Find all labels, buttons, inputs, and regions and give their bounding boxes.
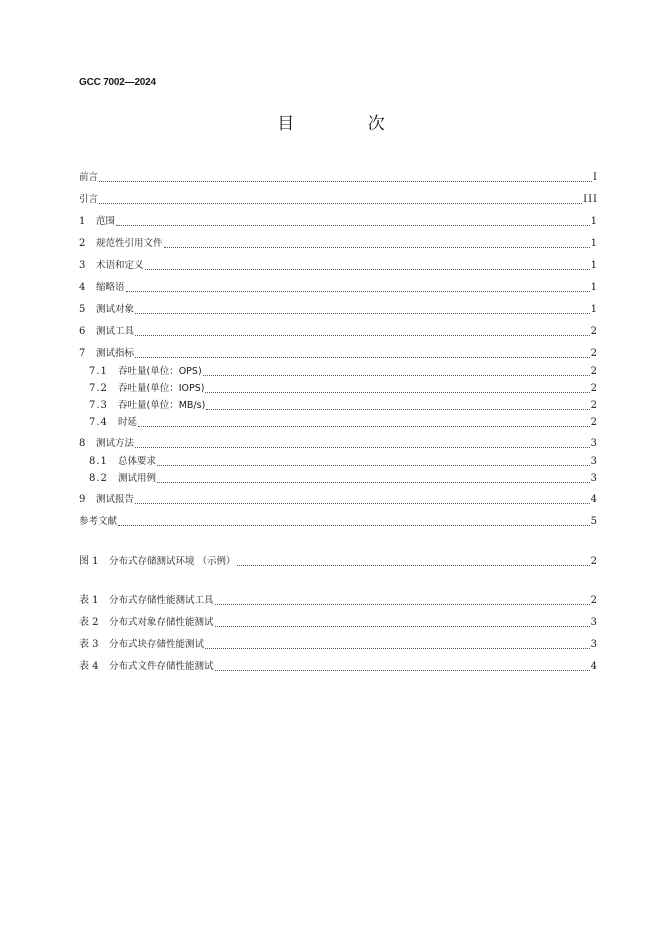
toc-entry-page: 3: [590, 639, 598, 650]
dot-leader: [215, 603, 590, 605]
toc-entry-number: 图 1: [79, 556, 99, 567]
toc-entry-page: 2: [590, 366, 598, 377]
toc-entry-label: 术语和定义: [96, 260, 144, 271]
toc-entry-label: 分布式块存储性能测试: [109, 639, 205, 650]
dot-leader: [164, 246, 590, 248]
toc-entry-label: 参考文献: [79, 516, 118, 527]
toc-entry-page: 4: [590, 494, 598, 505]
toc-entry-label: 测试指标: [96, 348, 135, 359]
dot-leader: [135, 356, 590, 358]
dot-leader: [138, 425, 590, 427]
toc-entry-number: 8.2: [89, 473, 108, 484]
toc-entry-label: 吞吐量(单位：IOPS): [118, 383, 205, 394]
toc-entry-page: 2: [590, 417, 598, 428]
toc-entry-number: 7: [79, 348, 86, 359]
toc-entry-number: 5: [79, 304, 86, 315]
toc-entry-label: 测试方法: [96, 438, 135, 449]
toc-entry-label: 吞吐量(单位：OPS): [118, 366, 202, 377]
dot-leader: [157, 464, 590, 466]
toc-entry-label: 前言: [79, 172, 99, 183]
toc-entry-label: 时延: [118, 417, 138, 428]
toc-entry-test-cases[interactable]: [89, 472, 598, 486]
toc-entry-label: 吞吐量(单位：MB/s): [118, 400, 206, 411]
dot-leader: [99, 202, 582, 204]
toc-entry-number: 表 4: [79, 661, 99, 672]
dot-leader: [215, 669, 590, 671]
toc-entry-number: 1: [79, 216, 86, 227]
toc-entry-page: 2: [590, 556, 598, 567]
toc-entry-number: 7.2: [89, 383, 108, 394]
toc-entry-page: 3: [590, 473, 598, 484]
dot-leader: [215, 625, 590, 627]
toc-entry-throughput-iops[interactable]: [89, 382, 598, 396]
toc-entry-label: 引言: [79, 194, 99, 205]
toc-entry-test-objects[interactable]: [79, 303, 598, 317]
toc-entry-test-methods[interactable]: [79, 437, 598, 451]
toc-entry-test-report[interactable]: [79, 493, 598, 507]
toc-table-3[interactable]: [79, 638, 598, 652]
toc-table-2[interactable]: [79, 616, 598, 630]
toc-entry-number: 2: [79, 238, 86, 249]
toc-entry-terms-definitions[interactable]: [79, 259, 598, 273]
dot-leader: [206, 408, 589, 410]
toc-entry-number: 4: [79, 282, 86, 293]
dot-leader: [116, 224, 590, 226]
toc-entry-number: 8.1: [89, 456, 108, 467]
toc-entry-general-requirements[interactable]: [89, 455, 598, 469]
toc-entry-page: 1: [590, 282, 598, 293]
toc-entry-page: I: [593, 172, 598, 183]
toc-entry-bibliography[interactable]: [79, 515, 598, 529]
dot-leader: [135, 334, 590, 336]
dot-leader: [237, 564, 590, 566]
toc-entry-page: 2: [590, 400, 598, 411]
dot-leader: [135, 446, 590, 448]
dot-leader: [205, 647, 590, 649]
toc-entry-page: 4: [590, 661, 598, 672]
dot-leader: [157, 481, 590, 483]
toc-entry-abbreviations[interactable]: [79, 281, 598, 295]
toc-entry-number: 7.3: [89, 400, 108, 411]
toc-entry-page: 3: [590, 438, 598, 449]
dot-leader: [205, 391, 589, 393]
toc-entry-page: 1: [590, 238, 598, 249]
toc-entry-number: 表 3: [79, 639, 99, 650]
toc-entry-page: 5: [590, 516, 598, 527]
page-title: 目 次: [277, 114, 419, 134]
toc-entry-page: 3: [590, 617, 598, 628]
toc-entry-foreword[interactable]: [79, 171, 598, 185]
dot-leader: [126, 290, 590, 292]
toc-entry-page: 2: [590, 348, 598, 359]
toc-entry-number: 7.4: [89, 417, 108, 428]
toc-table-1[interactable]: [79, 594, 598, 608]
toc-entry-page: III: [583, 194, 598, 205]
toc-entry-page: 3: [590, 456, 598, 467]
toc-table-4[interactable]: [79, 660, 598, 674]
document-code: GCC 7002—2024: [79, 77, 156, 88]
toc-entry-page: 2: [590, 383, 598, 394]
toc-entry-number: 9: [79, 494, 86, 505]
toc-entry-label: 范围: [96, 216, 116, 227]
toc-entry-label: 缩略语: [96, 282, 125, 293]
toc-entry-label: 测试对象: [96, 304, 135, 315]
toc-entry-label: 分布式存储测试环境 （示例）: [109, 556, 236, 567]
dot-leader: [135, 502, 590, 504]
toc-entry-page: 2: [590, 595, 598, 606]
toc-entry-label: 测试工具: [96, 326, 135, 337]
toc-entry-label: 分布式存储性能测试工具: [109, 595, 214, 606]
toc-entry-test-tools[interactable]: [79, 325, 598, 339]
toc-entry-introduction[interactable]: [79, 193, 598, 207]
toc-entry-label: 测试用例: [118, 473, 157, 484]
dot-leader: [135, 312, 590, 314]
toc-entry-latency[interactable]: [89, 416, 598, 430]
toc-figure-1[interactable]: [79, 555, 598, 569]
toc-entry-label: 测试报告: [96, 494, 135, 505]
toc-entry-page: 1: [590, 216, 598, 227]
toc-entry-page: 2: [590, 326, 598, 337]
toc-entry-label: 总体要求: [118, 456, 157, 467]
toc-entry-label: 规范性引用文件: [96, 238, 163, 249]
dot-leader: [118, 524, 590, 526]
toc-entry-number: 3: [79, 260, 86, 271]
toc-entry-number: 8: [79, 438, 86, 449]
toc-entry-test-metrics[interactable]: [79, 347, 598, 361]
toc-entry-label: 分布式文件存储性能测试: [109, 661, 214, 672]
toc-entry-number: 表 2: [79, 617, 99, 628]
toc-entry-throughput-mbs[interactable]: [89, 399, 598, 413]
toc-entry-label: 分布式对象存储性能测试: [109, 617, 214, 628]
toc-entry-number: 7.1: [89, 366, 108, 377]
toc-entry-scope[interactable]: [79, 215, 598, 229]
dot-leader: [145, 268, 590, 270]
toc-entry-number: 表 1: [79, 595, 99, 606]
toc-entry-page: 1: [590, 260, 598, 271]
toc-entry-number: 6: [79, 326, 86, 337]
dot-leader: [99, 180, 592, 182]
dot-leader: [203, 374, 590, 376]
toc-entry-throughput-ops[interactable]: [89, 365, 598, 379]
toc-entry-normative-references[interactable]: [79, 237, 598, 251]
toc-entry-page: 1: [590, 304, 598, 315]
